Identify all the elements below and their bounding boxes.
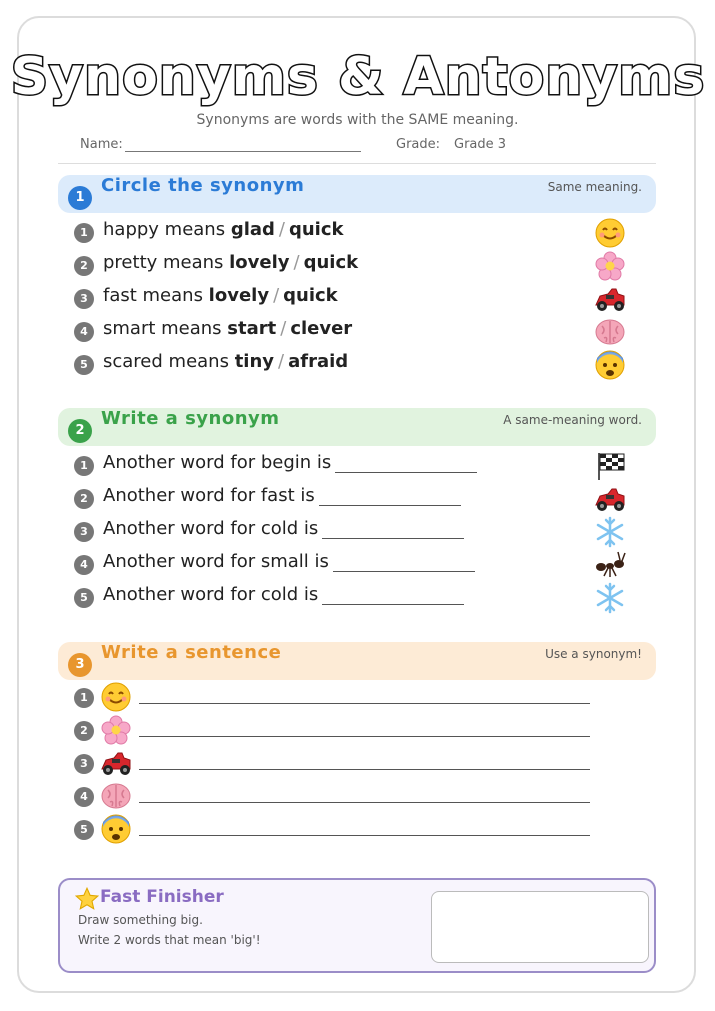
choice-divider: /	[278, 219, 285, 240]
section-2-header	[58, 408, 656, 446]
race-car-icon	[100, 747, 132, 779]
grade-value: Grade 3	[454, 137, 507, 152]
circle-synonym-item	[74, 318, 634, 344]
section-number-badge: 1	[68, 186, 92, 210]
item-number: 3	[74, 522, 94, 542]
item-number: 1	[74, 456, 94, 476]
fast-finisher-title: Fast Finisher	[100, 887, 224, 907]
section-title: Write a synonym	[101, 408, 280, 429]
sentence-line[interactable]	[139, 703, 590, 704]
choice-a[interactable]: start	[227, 318, 277, 339]
sentence-item	[74, 681, 594, 713]
answer-blank[interactable]	[335, 454, 477, 473]
section-title: Circle the synonym	[101, 175, 305, 196]
item-prompt: Another word for fast is	[103, 485, 315, 506]
flower-icon	[594, 250, 626, 282]
item-text	[103, 285, 338, 306]
item-lead: fast means	[103, 285, 209, 306]
item-lead: smart means	[103, 318, 228, 339]
item-number: 2	[74, 721, 94, 741]
circle-synonym-item	[74, 285, 634, 311]
item-number: 4	[74, 555, 94, 575]
name-label: Name:	[80, 137, 123, 152]
item-text	[103, 351, 348, 372]
snowflake-icon	[594, 516, 626, 548]
checkered-flag-icon	[594, 450, 626, 482]
choice-divider: /	[278, 351, 285, 372]
item-number: 5	[74, 355, 94, 375]
sentence-line[interactable]	[139, 736, 590, 737]
section-title: Write a sentence	[101, 642, 282, 663]
item-number: 1	[74, 688, 94, 708]
item-text	[103, 485, 461, 506]
section-number-badge: 3	[68, 653, 92, 677]
choice-a[interactable]: lovely	[229, 252, 290, 273]
choice-divider: /	[273, 285, 280, 306]
write-synonym-item	[74, 584, 634, 610]
answer-blank[interactable]	[322, 586, 464, 605]
item-text	[103, 219, 344, 240]
choice-b[interactable]: quick	[283, 285, 338, 306]
drawing-box[interactable]	[431, 891, 649, 963]
item-text	[103, 584, 464, 605]
sentence-line[interactable]	[139, 802, 590, 803]
sentence-item	[74, 714, 594, 746]
item-number: 1	[74, 223, 94, 243]
section-1-header	[58, 175, 656, 213]
item-number: 2	[74, 256, 94, 276]
item-number: 3	[74, 754, 94, 774]
item-number: 4	[74, 787, 94, 807]
item-number: 3	[74, 289, 94, 309]
write-synonym-item	[74, 485, 634, 511]
answer-blank[interactable]	[333, 553, 475, 572]
choice-b[interactable]: afraid	[288, 351, 349, 372]
write-synonym-item	[74, 518, 634, 544]
item-lead: pretty means	[103, 252, 230, 273]
choice-b[interactable]: quick	[288, 219, 344, 240]
fearful-face-icon	[100, 813, 132, 845]
choice-a[interactable]: lovely	[208, 285, 270, 306]
section-number-badge: 2	[68, 419, 92, 443]
choice-divider: /	[293, 252, 300, 273]
smile-icon	[100, 681, 132, 713]
brain-icon	[594, 316, 626, 348]
choice-b[interactable]: clever	[290, 318, 353, 339]
item-prompt: Another word for cold is	[103, 518, 319, 539]
answer-blank[interactable]	[319, 487, 461, 506]
sentence-line[interactable]	[139, 835, 590, 836]
item-number: 5	[74, 588, 94, 608]
race-car-icon	[594, 483, 626, 515]
flower-icon	[100, 714, 132, 746]
item-number: 2	[74, 489, 94, 509]
brain-icon	[100, 780, 132, 812]
item-prompt: Another word for begin is	[103, 452, 332, 473]
write-synonym-item	[74, 452, 634, 478]
item-lead: scared means	[103, 351, 235, 372]
item-text	[103, 318, 352, 339]
section-note: Use a synonym!	[545, 647, 642, 661]
item-text	[103, 518, 464, 539]
item-text	[103, 551, 475, 572]
section-note: A same-meaning word.	[503, 413, 642, 427]
name-field[interactable]	[80, 137, 361, 152]
snowflake-icon	[594, 582, 626, 614]
item-number: 5	[74, 820, 94, 840]
sentence-item	[74, 780, 594, 812]
item-number: 4	[74, 322, 94, 342]
circle-synonym-item	[74, 219, 634, 245]
name-blank[interactable]	[125, 137, 361, 152]
sentence-line[interactable]	[139, 769, 590, 770]
write-synonym-item	[74, 551, 634, 577]
race-car-icon	[594, 283, 626, 315]
answer-blank[interactable]	[322, 520, 464, 539]
fast-finisher-box	[58, 878, 656, 973]
star-icon	[74, 886, 100, 912]
smile-icon	[594, 217, 626, 249]
fearful-face-icon	[594, 349, 626, 381]
header-divider	[58, 163, 656, 164]
choice-b[interactable]: quick	[303, 252, 359, 273]
circle-synonym-item	[74, 351, 634, 377]
item-lead: happy means	[103, 219, 231, 240]
item-prompt: Another word for cold is	[103, 584, 319, 605]
grade-label: Grade:	[396, 137, 441, 152]
grade-field	[396, 137, 506, 152]
choice-divider: /	[280, 318, 287, 339]
fast-finisher-line-1: Draw something big.	[78, 913, 203, 927]
circle-synonym-item	[74, 252, 634, 278]
fast-finisher-line-2: Write 2 words that mean 'big'!	[78, 933, 261, 947]
page-title	[0, 36, 715, 116]
ant-icon	[594, 549, 626, 581]
choice-a[interactable]: glad	[230, 219, 275, 240]
choice-a[interactable]: tiny	[234, 351, 275, 372]
item-text	[103, 252, 358, 273]
section-note: Same meaning.	[547, 180, 642, 194]
page-subtitle: Synonyms are words with the SAME meaning.	[196, 112, 519, 128]
section-3-header	[58, 642, 656, 680]
sentence-item	[74, 747, 594, 779]
item-prompt: Another word for small is	[103, 551, 329, 572]
item-text	[103, 452, 477, 473]
title-outline-text: Synonyms & Antonyms	[10, 47, 705, 107]
sentence-item	[74, 813, 594, 845]
